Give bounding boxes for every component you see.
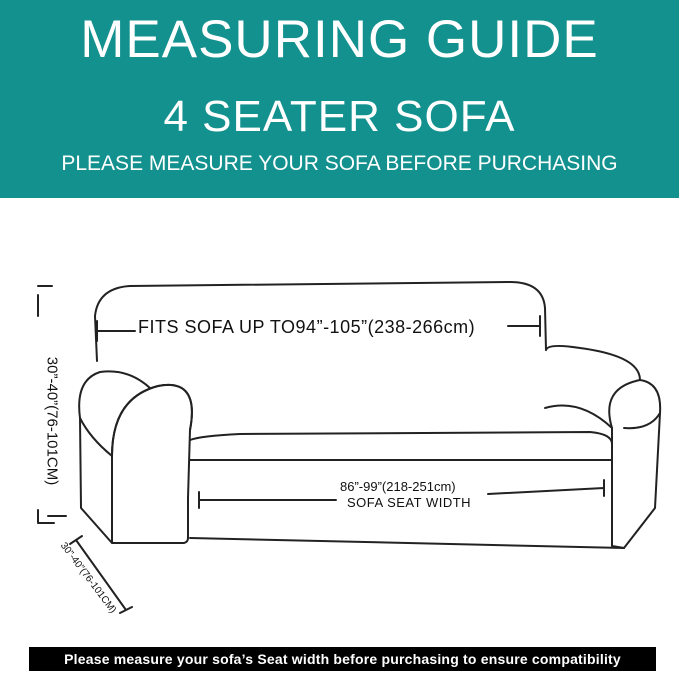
page-title: MEASURING GUIDE [80, 10, 599, 69]
seat-width-value: 86”-99”(218-251cm) [340, 479, 456, 494]
instruction-text: PLEASE MEASURE YOUR SOFA BEFORE PURCHASING [61, 152, 618, 175]
footer-note-bar [29, 647, 656, 671]
page-subtitle: 4 SEATER SOFA [163, 92, 516, 141]
seat-cushion [190, 432, 612, 460]
depth-label: 30”-40”(76-101CM) [57, 540, 119, 616]
header-banner [0, 0, 679, 198]
sofa-diagram [0, 198, 679, 643]
seat-width-caption: SOFA SEAT WIDTH [347, 495, 472, 510]
right-arm [609, 380, 660, 548]
back-width-label: FITS SOFA UP TO94”-105”(238-266cm) [138, 317, 476, 337]
footer-note: Please measure your sofa’s Seat width before purchasing to ensure compatibility [64, 651, 621, 667]
sofa-outline [0, 198, 679, 643]
seat-front [190, 538, 624, 548]
height-label: 30”-40”(76-101CM) [43, 356, 61, 486]
